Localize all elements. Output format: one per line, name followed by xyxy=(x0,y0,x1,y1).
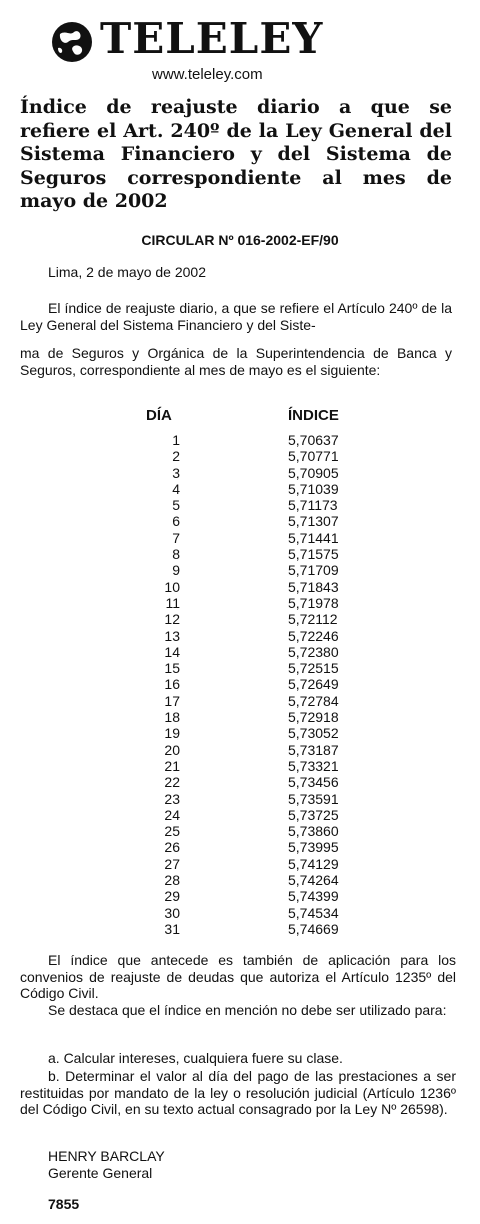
index-cell: 5,74264 xyxy=(288,872,339,889)
table-row xyxy=(120,742,380,758)
table-row xyxy=(120,872,380,888)
exclusion-item-b: b. Determinar el valor al día del pago de las prestaciones a ser restituidas por mandato de la ley o resolución judicial (Artículo 1236º del Código Civil, en su texto actual consagrado por la Ley Nº 26598). xyxy=(20,1068,456,1117)
table-header-day: DÍA xyxy=(146,407,172,424)
closing-paragraph-1: El índice que antecede es también de aplicación para los convenios de reajuste de deudas que autoriza el Artículo 1235º del Código Civil. xyxy=(20,952,456,1001)
index-cell: 5,72380 xyxy=(288,643,339,660)
table-row xyxy=(120,709,380,725)
day-cell: 1 xyxy=(172,432,180,448)
day-cell: 31 xyxy=(164,920,180,937)
table-row xyxy=(120,562,380,578)
day-cell: 9 xyxy=(172,562,180,579)
index-cell: 5,73321 xyxy=(288,757,339,774)
index-cell: 5,70905 xyxy=(288,464,339,481)
index-cell: 5,72515 xyxy=(288,660,339,677)
table-row xyxy=(120,513,380,529)
day-cell: 12 xyxy=(164,611,180,628)
signatory-name: HENRY BARCLAY xyxy=(48,1148,165,1164)
table-row xyxy=(120,497,380,513)
day-cell: 22 xyxy=(164,774,180,791)
date-line: Lima, 2 de mayo de 2002 xyxy=(48,264,206,280)
index-cell: 5,72784 xyxy=(288,692,339,709)
table-row xyxy=(120,611,380,627)
day-cell: 19 xyxy=(164,725,180,742)
day-cell: 29 xyxy=(164,888,180,905)
table-row xyxy=(120,791,380,807)
day-cell: 17 xyxy=(164,692,180,709)
day-cell: 6 xyxy=(172,513,180,530)
table-row xyxy=(120,905,380,921)
day-cell: 14 xyxy=(164,643,180,660)
day-cell: 18 xyxy=(164,709,180,726)
index-cell: 5,74669 xyxy=(288,920,339,937)
index-table xyxy=(120,432,380,937)
index-cell: 5,74129 xyxy=(288,855,339,872)
day-cell: 25 xyxy=(164,823,180,840)
table-row xyxy=(120,579,380,595)
day-cell: 28 xyxy=(164,872,180,889)
table-row xyxy=(120,921,380,937)
index-cell: 5,71575 xyxy=(288,546,339,563)
day-cell: 11 xyxy=(165,594,180,611)
table-row xyxy=(120,481,380,497)
closing-paragraph-2: Se destaca que el índice en mención no debe ser utilizado para: xyxy=(48,1002,447,1018)
table-row xyxy=(120,807,380,823)
day-cell: 30 xyxy=(164,904,180,921)
index-cell: 5,72918 xyxy=(288,709,339,726)
document-title: Índice de reajuste diario a que se refiere el Art. 240º de la Ley General del Sistema Financiero y del Sistema de Seguros correspondiente al mes de mayo de 2002 xyxy=(20,96,452,212)
index-cell: 5,73725 xyxy=(288,806,339,823)
table-row xyxy=(120,660,380,676)
day-cell: 20 xyxy=(164,741,180,758)
table-row xyxy=(120,856,380,872)
index-cell: 5,70771 xyxy=(288,448,339,465)
table-row xyxy=(120,448,380,464)
table-row xyxy=(120,628,380,644)
table-row xyxy=(120,432,380,448)
brand-url[interactable]: www.teleley.com xyxy=(152,66,263,83)
table-row xyxy=(120,758,380,774)
day-cell: 3 xyxy=(172,464,180,481)
table-row xyxy=(120,465,380,481)
day-cell: 8 xyxy=(172,546,180,563)
index-cell: 5,71843 xyxy=(288,578,339,595)
day-cell: 2 xyxy=(172,448,180,465)
day-cell: 26 xyxy=(164,839,180,856)
index-cell: 5,73860 xyxy=(288,823,339,840)
globe-icon xyxy=(50,20,94,64)
table-row xyxy=(120,644,380,660)
index-cell: 5,72246 xyxy=(288,627,339,644)
index-cell: 5,73456 xyxy=(288,774,339,791)
day-cell: 27 xyxy=(164,855,180,872)
table-row xyxy=(120,693,380,709)
table-row xyxy=(120,823,380,839)
index-cell: 5,71173 xyxy=(288,497,338,514)
signature-block xyxy=(48,1148,165,1182)
header xyxy=(0,10,480,88)
footer-number: 7855 xyxy=(48,1196,80,1212)
index-cell: 5,74399 xyxy=(288,888,339,905)
index-cell: 5,72649 xyxy=(288,676,339,693)
table-header-index: ÍNDICE xyxy=(288,407,339,424)
index-cell: 5,74534 xyxy=(288,904,339,921)
day-cell: 15 xyxy=(164,660,180,677)
index-cell: 5,73052 xyxy=(288,725,339,742)
table-row xyxy=(120,774,380,790)
signatory-role: Gerente General xyxy=(48,1165,153,1181)
day-cell: 21 xyxy=(164,757,180,774)
table-row xyxy=(120,725,380,741)
day-cell: 13 xyxy=(164,627,180,644)
exclusion-item-a: a. Calcular intereses, cualquiera fuere su clase. xyxy=(48,1050,343,1066)
intro-paragraph-2: ma de Seguros y Orgánica de la Superintendencia de Banca y Seguros, correspondiente al mes de mayo es el siguiente: xyxy=(20,345,452,378)
index-cell: 5,71039 xyxy=(288,480,339,497)
index-cell: 5,71307 xyxy=(288,513,339,530)
index-cell: 5,73591 xyxy=(288,790,339,807)
day-cell: 5 xyxy=(172,497,180,514)
index-cell: 5,73995 xyxy=(288,839,339,856)
day-cell: 23 xyxy=(164,790,180,807)
circular-number: CIRCULAR Nº 016-2002-EF/90 xyxy=(141,232,339,248)
day-cell: 24 xyxy=(164,806,180,823)
day-cell: 16 xyxy=(164,676,180,693)
intro-paragraph-1: El índice de reajuste diario, a que se refiere el Artículo 240º de la Ley General del Sistema Financiero y del Siste- xyxy=(20,300,452,333)
index-cell: 5,71709 xyxy=(288,562,339,579)
day-cell: 4 xyxy=(172,480,180,497)
index-cell: 5,71441 xyxy=(288,529,339,546)
table-row xyxy=(120,676,380,692)
table-row xyxy=(120,888,380,904)
brand-name: TELELEY xyxy=(100,14,324,63)
table-row xyxy=(120,595,380,611)
table-row xyxy=(120,530,380,546)
index-cell: 5,70637 xyxy=(288,432,339,448)
table-row xyxy=(120,546,380,562)
index-cell: 5,71978 xyxy=(288,594,339,611)
day-cell: 10 xyxy=(164,578,180,595)
index-cell: 5,73187 xyxy=(288,741,339,758)
index-cell: 5,72112 xyxy=(288,611,338,628)
day-cell: 7 xyxy=(172,529,180,546)
table-row xyxy=(120,839,380,855)
